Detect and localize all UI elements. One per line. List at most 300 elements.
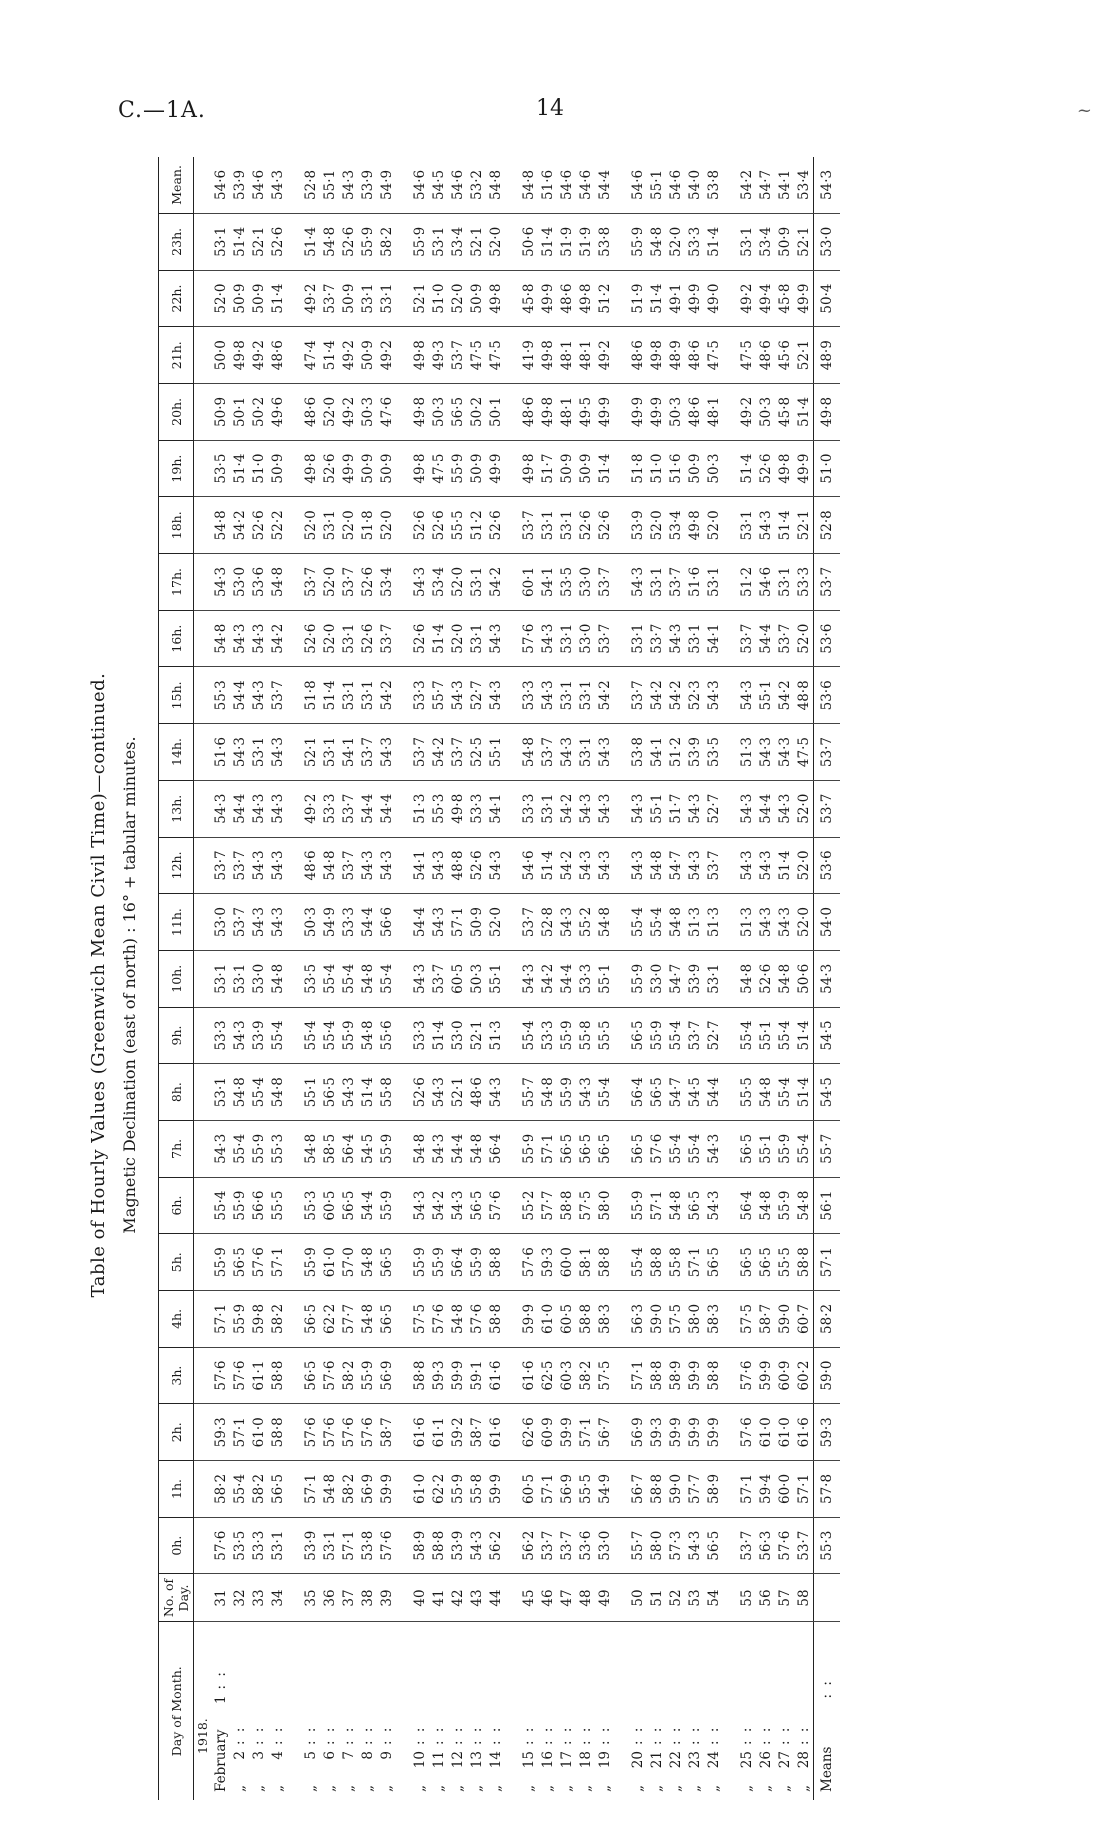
- day-number-of-year: 47: [557, 1574, 576, 1622]
- hourly-value: 49·8: [410, 384, 429, 441]
- hourly-value: 55·9: [249, 1121, 268, 1178]
- hourly-value: 53·7: [685, 1007, 704, 1064]
- hourly-value: 54·3: [230, 1007, 249, 1064]
- hourly-value: 57·6: [486, 1177, 505, 1234]
- hourly-value: 54·8: [358, 1234, 377, 1291]
- column-header: 4h.: [159, 1291, 194, 1348]
- hourly-value: 54·6: [519, 837, 538, 894]
- hourly-value: 54·1: [776, 169, 793, 200]
- column-header: 9h.: [159, 1007, 194, 1064]
- hourly-value: 54·8: [794, 1177, 814, 1234]
- empty-cell: [723, 1622, 737, 1800]
- day-of-month-cell: [756, 1622, 775, 1800]
- hourly-value: 51·4: [320, 327, 339, 384]
- day-of-month-cell: [339, 1622, 358, 1800]
- hourly-value: 54·3: [557, 894, 576, 951]
- day-of-month-cell: [576, 1622, 595, 1800]
- hourly-value: 53·3: [339, 894, 358, 951]
- empty-cell: [396, 1517, 410, 1574]
- hourly-value: 54·8: [737, 950, 756, 1007]
- hourly-value: 54·3: [211, 780, 230, 837]
- hourly-value: 54·4: [377, 780, 396, 837]
- hourly-value: 53·7: [737, 610, 756, 667]
- hourly-value: 55·4: [628, 1234, 647, 1291]
- mean-value: 55·7: [814, 1121, 841, 1178]
- hourly-value: 58·9: [410, 1517, 429, 1574]
- hourly-value: 53·7: [538, 1517, 557, 1574]
- hourly-value: 57·0: [339, 1234, 358, 1291]
- hourly-value: 53·7: [595, 610, 614, 667]
- hourly-value: 51·2: [467, 497, 486, 554]
- empty-cell: [505, 384, 519, 441]
- hourly-value: 54·3: [358, 837, 377, 894]
- day-of-month-cell: [628, 1622, 647, 1800]
- hourly-value: 54·3: [737, 837, 756, 894]
- hourly-value: 52·6: [576, 497, 595, 554]
- hourly-value: 54·5: [358, 1121, 377, 1178]
- hourly-value: 54·3: [249, 894, 268, 951]
- table-row: [377, 157, 396, 1800]
- hourly-value: 52·1: [794, 214, 814, 271]
- empty-cell: [194, 780, 212, 837]
- hourly-value: 59·2: [448, 1404, 467, 1461]
- empty-cell: [194, 327, 212, 384]
- hourly-value: 52·0: [211, 270, 230, 327]
- day-number-of-year: 54: [704, 1574, 723, 1622]
- hourly-value: 59·0: [666, 1461, 685, 1518]
- empty-cell: [614, 837, 628, 894]
- hourly-value: 54·3: [595, 724, 614, 781]
- empty-cell: [194, 1347, 212, 1404]
- ditto-mark: „: [686, 1785, 703, 1792]
- hourly-value: 51·8: [301, 667, 320, 724]
- empty-cell: [194, 1461, 212, 1518]
- empty-cell: [723, 157, 737, 214]
- empty-cell: [614, 1622, 628, 1800]
- hourly-value: 57·6: [249, 1234, 268, 1291]
- day-number-of-year: 32: [230, 1574, 249, 1622]
- hourly-value: 55·8: [666, 1234, 685, 1291]
- hourly-value: 55·5: [737, 1064, 756, 1121]
- hourly-value: 57·1: [268, 1234, 287, 1291]
- hourly-value: 55·4: [301, 1007, 320, 1064]
- hourly-value: 51·4: [647, 270, 666, 327]
- empty-cell: [396, 610, 410, 667]
- hourly-value: 54·3: [628, 837, 647, 894]
- hourly-value: 52·1: [467, 1007, 486, 1064]
- hourly-value: 58·8: [647, 1234, 666, 1291]
- leader-dots: : :: [430, 1725, 447, 1745]
- hourly-value: 55·4: [339, 950, 358, 1007]
- hourly-value: 59·9: [666, 1404, 685, 1461]
- hourly-value: 54·3: [429, 837, 448, 894]
- hourly-value: 54·6: [212, 169, 229, 200]
- hourly-value: 55·5: [595, 1007, 614, 1064]
- hourly-value: 55·9: [429, 1234, 448, 1291]
- hourly-value: 55·9: [775, 1177, 794, 1234]
- day-number: 9: [378, 1751, 395, 1760]
- hourly-value: 54·7: [757, 169, 774, 200]
- leader-dots: : :: [378, 1725, 395, 1745]
- group-spacer: [723, 157, 737, 1800]
- hourly-value: 56·5: [628, 1007, 647, 1064]
- table-row: [358, 157, 377, 1800]
- hourly-value: 56·9: [628, 1404, 647, 1461]
- hourly-value: 51·4: [538, 214, 557, 271]
- empty-cell: [505, 950, 519, 1007]
- hourly-value: 61·0: [538, 1291, 557, 1348]
- day-of-month-cell: [666, 1622, 685, 1800]
- hourly-value: 58·0: [595, 1177, 614, 1234]
- day-number-of-year: 36: [320, 1574, 339, 1622]
- hourly-value: 56·5: [647, 1064, 666, 1121]
- hourly-value: 57·6: [519, 1234, 538, 1291]
- leader-dots: : :: [648, 1725, 665, 1745]
- hourly-value: 55·4: [737, 1007, 756, 1064]
- hourly-value: 51·9: [557, 214, 576, 271]
- hourly-value: 53·9: [301, 1517, 320, 1574]
- ditto-mark: „: [577, 1785, 594, 1792]
- hourly-value: 45·8: [519, 270, 538, 327]
- ditto-mark: „: [231, 1785, 248, 1792]
- hourly-value: 56·7: [595, 1404, 614, 1461]
- table-row: [647, 157, 666, 1800]
- hourly-value: 56·5: [230, 1234, 249, 1291]
- hourly-value: 54·5: [685, 1064, 704, 1121]
- hourly-value: 55·9: [339, 1007, 358, 1064]
- table-row: [211, 157, 230, 1800]
- day-of-month-cell: [448, 1622, 467, 1800]
- hourly-value: 54·2: [738, 169, 755, 200]
- column-header: 23h.: [159, 214, 194, 271]
- hourly-value: 50·9: [358, 440, 377, 497]
- hourly-value: 49·2: [595, 327, 614, 384]
- empty-cell: [287, 157, 301, 214]
- month-label: February: [212, 1729, 229, 1792]
- empty-cell: [194, 157, 212, 214]
- hourly-value: 51·0: [429, 270, 448, 327]
- hourly-value: 54·3: [685, 837, 704, 894]
- hourly-value: 53·7: [775, 610, 794, 667]
- hourly-value: 54·8: [268, 950, 287, 1007]
- day-number: 23: [686, 1751, 703, 1769]
- hourly-value: 57·5: [595, 1347, 614, 1404]
- ditto-mark: „: [629, 1785, 646, 1792]
- empty-cell: [505, 1347, 519, 1404]
- hourly-value: 47·5: [429, 440, 448, 497]
- hourly-value: 54·3: [666, 610, 685, 667]
- hourly-value: 56·5: [756, 1234, 775, 1291]
- hourly-value: 53·9: [231, 169, 248, 200]
- hourly-value: 58·2: [339, 1347, 358, 1404]
- empty-cell: [194, 384, 212, 441]
- hourly-value: 49·8: [538, 327, 557, 384]
- empty-cell: [396, 554, 410, 611]
- empty-cell: [723, 1291, 737, 1348]
- hourly-value: 49·8: [410, 440, 429, 497]
- table-row: [595, 157, 614, 1800]
- empty-cell: [723, 440, 737, 497]
- hourly-value: 57·6: [320, 1404, 339, 1461]
- empty-cell: [194, 497, 212, 554]
- day-number-of-year: 43: [467, 1574, 486, 1622]
- column-header: 1h.: [159, 1461, 194, 1518]
- hourly-value: 55·9: [628, 214, 647, 271]
- hourly-value: 48·6: [557, 270, 576, 327]
- day-number: 27: [776, 1751, 793, 1769]
- hourly-value: 53·2: [468, 169, 485, 200]
- day-number: 8: [359, 1751, 376, 1760]
- hourly-value: 52·6: [268, 214, 287, 271]
- table-subtitle: Magnetic Declination (east of north) : 16° + tabular minutes.: [120, 736, 139, 1234]
- hourly-value: 51·2: [666, 724, 685, 781]
- hourly-value: 53·9: [448, 1517, 467, 1574]
- hourly-value: 54·3: [448, 667, 467, 724]
- hourly-value: 53·7: [737, 1517, 756, 1574]
- hourly-value: 54·8: [448, 1291, 467, 1348]
- hourly-value: 55·4: [775, 1064, 794, 1121]
- mean-value: 53·0: [814, 214, 841, 271]
- leader-dots: : :: [269, 1725, 286, 1745]
- hourly-value: 52·6: [410, 497, 429, 554]
- hourly-value: 55·4: [249, 1064, 268, 1121]
- hourly-value: 55·1: [756, 1121, 775, 1178]
- hourly-value: 54·8: [358, 950, 377, 1007]
- hourly-value: 54·2: [647, 667, 666, 724]
- hourly-value: 53·1: [230, 950, 249, 1007]
- hourly-value: 54·4: [410, 894, 429, 951]
- hourly-value: 53·7: [519, 894, 538, 951]
- hourly-value: 49·8: [519, 440, 538, 497]
- table-row: [249, 157, 268, 1800]
- mean-value: 53·6: [814, 667, 841, 724]
- hourly-value: 58·8: [576, 1291, 595, 1348]
- hourly-value: 54·3: [377, 837, 396, 894]
- empty-cell: [614, 724, 628, 781]
- year-row: [194, 157, 212, 1800]
- hourly-value: 54·3: [486, 837, 505, 894]
- hourly-value: 60·2: [794, 1347, 814, 1404]
- hourly-value: 61·1: [429, 1404, 448, 1461]
- hourly-value: 54·3: [519, 950, 538, 1007]
- hourly-value: 57·5: [666, 1291, 685, 1348]
- hourly-value: 57·7: [339, 1291, 358, 1348]
- column-header: 10h.: [159, 950, 194, 1007]
- empty-cell: [723, 214, 737, 271]
- hourly-value: 57·1: [737, 1461, 756, 1518]
- hourly-value: 56·5: [301, 1291, 320, 1348]
- empty-cell: [505, 327, 519, 384]
- hourly-value: 54·3: [249, 780, 268, 837]
- empty-cell: [505, 497, 519, 554]
- hourly-value: 59·9: [519, 1291, 538, 1348]
- empty-cell: [614, 1347, 628, 1404]
- hourly-value: 52·6: [467, 837, 486, 894]
- hourly-value: 53·5: [704, 724, 723, 781]
- empty-cell: [194, 1291, 212, 1348]
- hourly-value: 59·9: [704, 1404, 723, 1461]
- leader-dots: : :: [449, 1725, 466, 1745]
- hourly-value: 53·1: [467, 554, 486, 611]
- hourly-value: 54·1: [486, 780, 505, 837]
- hourly-value: 52·0: [339, 497, 358, 554]
- empty-cell: [505, 780, 519, 837]
- hourly-value: 55·9: [628, 950, 647, 1007]
- hourly-value: 53·7: [339, 780, 358, 837]
- hourly-value: 60·9: [538, 1404, 557, 1461]
- hourly-value: 58·0: [647, 1517, 666, 1574]
- hourly-value: 60·1: [519, 554, 538, 611]
- hourly-value: 53·7: [377, 610, 396, 667]
- day-of-month-cell: [249, 1622, 268, 1800]
- hourly-value: 56·5: [704, 1234, 723, 1291]
- hourly-value: 54·4: [358, 780, 377, 837]
- empty-cell: [396, 497, 410, 554]
- hourly-value: 54·3: [268, 780, 287, 837]
- leader-dots: : :: [411, 1725, 428, 1745]
- day-number-of-year: 51: [647, 1574, 666, 1622]
- hourly-value: 55·4: [685, 1121, 704, 1178]
- hourly-value: 47·5: [467, 327, 486, 384]
- hourly-value: 60·5: [519, 1461, 538, 1518]
- day-of-month-cell: [358, 1622, 377, 1800]
- empty-cell: [287, 1622, 301, 1800]
- empty-cell: [814, 1574, 841, 1622]
- hourly-value: 57·6: [737, 1404, 756, 1461]
- hourly-value: 54·3: [704, 1177, 723, 1234]
- empty-cell: [723, 554, 737, 611]
- hourly-value: 53·6: [249, 554, 268, 611]
- hourly-value: 54·3: [756, 837, 775, 894]
- day-number: 22: [667, 1751, 684, 1769]
- hourly-value: 51·3: [685, 894, 704, 951]
- day-number: 1: [212, 1695, 229, 1705]
- hourly-value: 57·6: [519, 610, 538, 667]
- mean-value: 54·5: [814, 1064, 841, 1121]
- empty-cell: [287, 780, 301, 837]
- hourly-value: 50·3: [429, 384, 448, 441]
- hourly-value: 48·1: [557, 384, 576, 441]
- hourly-value: 54·8: [320, 1461, 339, 1518]
- hourly-value: 54·8: [666, 894, 685, 951]
- empty-cell: [396, 1177, 410, 1234]
- hourly-value: 53·4: [377, 554, 396, 611]
- hourly-value: 56·5: [685, 1177, 704, 1234]
- hourly-value: 50·9: [467, 440, 486, 497]
- empty-cell: [614, 440, 628, 497]
- hourly-value: 57·6: [301, 1404, 320, 1461]
- hourly-value: 55·1: [648, 169, 665, 200]
- hourly-value: 54·8: [647, 837, 666, 894]
- empty-cell: [614, 894, 628, 951]
- hourly-value: 54·6: [250, 169, 267, 200]
- hourly-value: 58·5: [320, 1121, 339, 1178]
- day-number: 24: [705, 1751, 722, 1769]
- hourly-value: 53·9: [249, 1007, 268, 1064]
- ditto-mark: „: [738, 1785, 755, 1792]
- hourly-value: 54·2: [429, 724, 448, 781]
- table-body: [194, 157, 841, 1800]
- empty-cell: [194, 724, 212, 781]
- hourly-value: 55·9: [230, 1291, 249, 1348]
- hourly-value: 52·5: [467, 724, 486, 781]
- column-header: No. of Day.: [159, 1574, 194, 1622]
- day-number: 2: [231, 1751, 248, 1760]
- hourly-value: 50·3: [704, 440, 723, 497]
- hourly-value: 53·1: [576, 724, 595, 781]
- hourly-value: 52·0: [320, 384, 339, 441]
- empty-cell: [723, 894, 737, 951]
- day-number: 19: [596, 1751, 613, 1769]
- hourly-value: 55·9: [467, 1234, 486, 1291]
- hourly-value: 54·3: [775, 894, 794, 951]
- day-of-month-cell: [557, 1622, 576, 1800]
- hourly-value: 52·1: [301, 724, 320, 781]
- hourly-value: 53·9: [628, 497, 647, 554]
- hourly-value: 57·1: [576, 1404, 595, 1461]
- mean-value: 53·7: [814, 554, 841, 611]
- mean-value: 48·9: [814, 327, 841, 384]
- hourly-value: 52·1: [410, 270, 429, 327]
- hourly-value: 54·8: [520, 169, 537, 200]
- hourly-value: 53·7: [429, 950, 448, 1007]
- leader-dots: : :: [795, 1725, 812, 1745]
- hourly-value: 53·5: [557, 554, 576, 611]
- hourly-value: 53·1: [775, 554, 794, 611]
- hourly-value: 54·4: [756, 610, 775, 667]
- hourly-value: 56·5: [467, 1177, 486, 1234]
- hourly-value: 55·9: [358, 214, 377, 271]
- hourly-value: 58·8: [429, 1517, 448, 1574]
- hourly-value: 53·1: [737, 214, 756, 271]
- empty-cell: [505, 1622, 519, 1800]
- table-header-row: [159, 157, 194, 1800]
- hourly-value: 53·3: [467, 780, 486, 837]
- hourly-value: 53·1: [557, 610, 576, 667]
- empty-cell: [723, 1234, 737, 1291]
- empty-cell: [614, 1064, 628, 1121]
- hourly-value: 54·4: [230, 667, 249, 724]
- hourly-value: 54·3: [410, 1177, 429, 1234]
- hourly-value: 59·9: [448, 1347, 467, 1404]
- hourly-value: 54·3: [775, 780, 794, 837]
- hourly-value: 54·8: [320, 837, 339, 894]
- empty-cell: [396, 1347, 410, 1404]
- hourly-value: 58·3: [704, 1291, 723, 1348]
- hourly-value: 50·9: [557, 440, 576, 497]
- hourly-value: 54·4: [448, 1121, 467, 1178]
- hourly-value: 58·8: [647, 1461, 666, 1518]
- hourly-value: 54·3: [486, 610, 505, 667]
- hourly-value: 58·9: [704, 1461, 723, 1518]
- hourly-value: 49·8: [410, 327, 429, 384]
- hourly-value: 54·3: [377, 724, 396, 781]
- hourly-value: 49·9: [794, 440, 814, 497]
- empty-cell: [194, 440, 212, 497]
- hourly-value: 62·2: [320, 1291, 339, 1348]
- empty-cell: [287, 667, 301, 724]
- hourly-value: 50·9: [249, 270, 268, 327]
- hourly-value: 57·1: [628, 1347, 647, 1404]
- empty-cell: [723, 1121, 737, 1178]
- hourly-value: 57·6: [377, 1517, 396, 1574]
- hourly-value: 56·4: [628, 1064, 647, 1121]
- hourly-value: 56·2: [486, 1517, 505, 1574]
- day-of-month-cell: [211, 1622, 230, 1800]
- hourly-value: 54·3: [704, 1121, 723, 1178]
- hourly-value: 49·9: [628, 384, 647, 441]
- hourly-value: 53·3: [410, 667, 429, 724]
